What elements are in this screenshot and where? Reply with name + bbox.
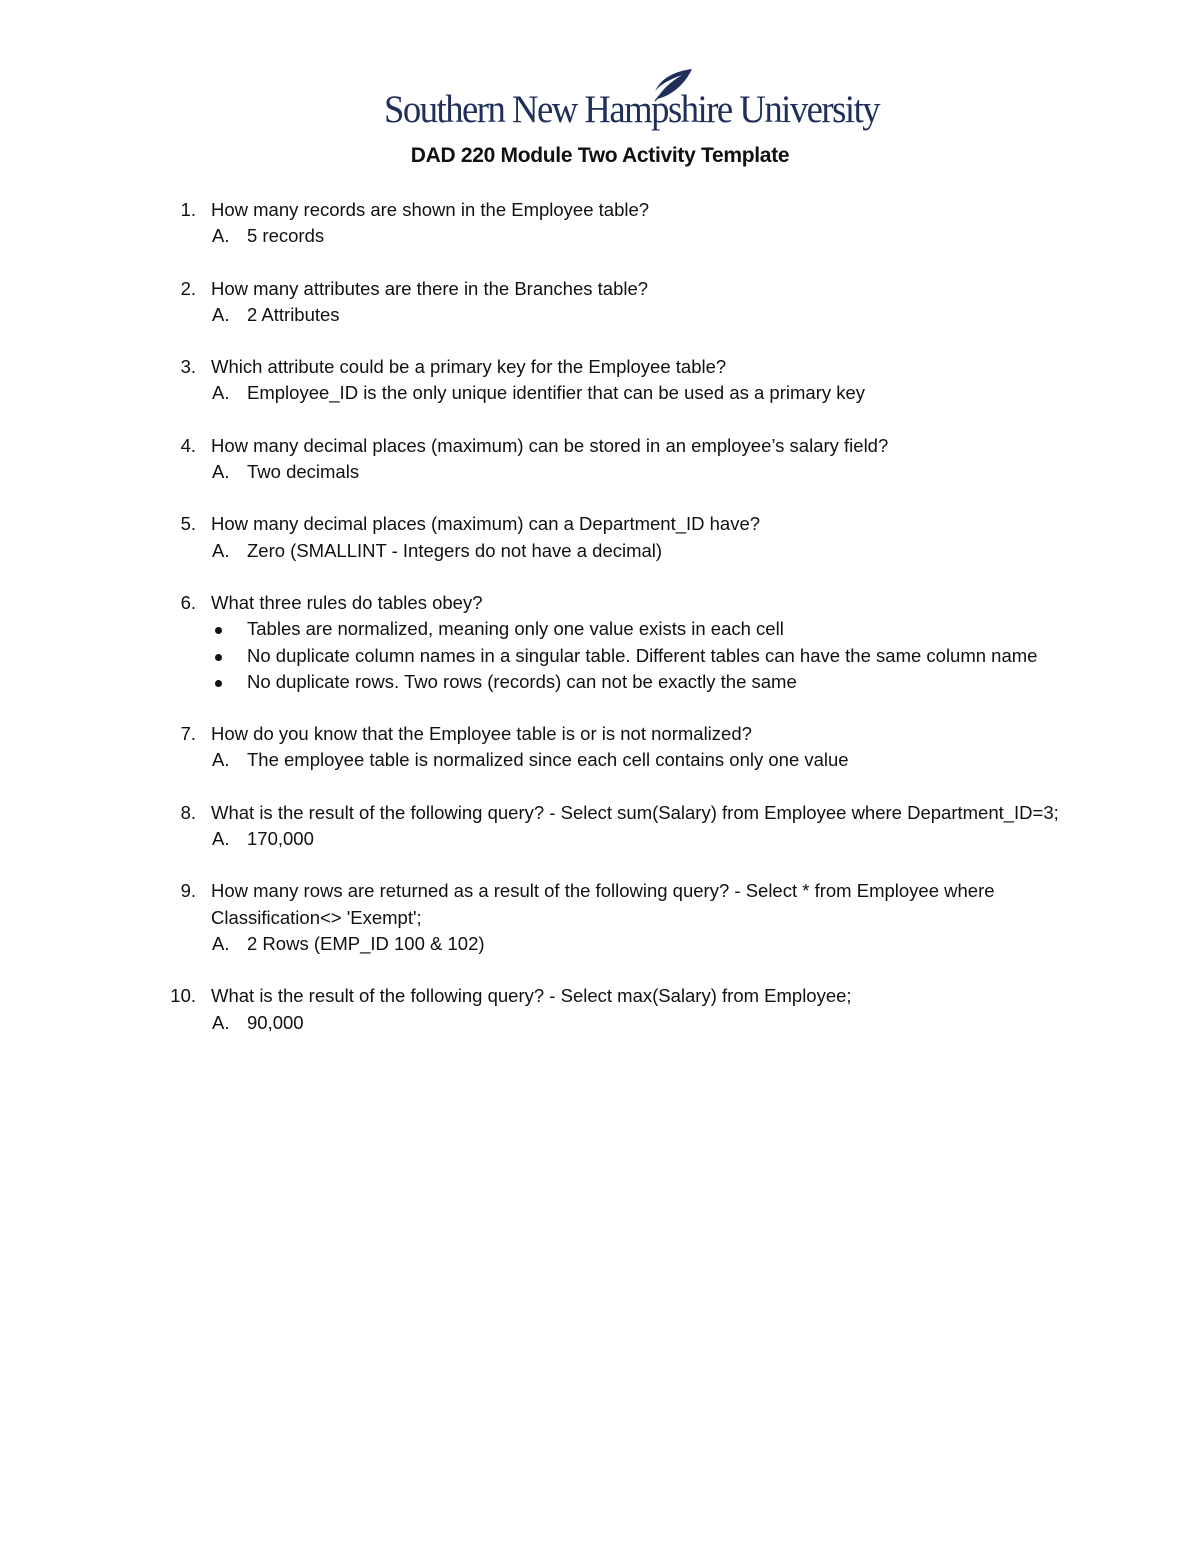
answer-text: 2 Rows (EMP_ID 100 & 102)	[247, 932, 485, 954]
question-number: 10.	[170, 985, 196, 1007]
answer-item	[212, 538, 1067, 564]
answer-marker: A.	[212, 303, 230, 325]
question-text: How many rows are returned as a result of the following query? - Select * from Employee where Classification<> 'Exempt';	[211, 880, 995, 928]
answer-item	[247, 616, 1067, 642]
question-number: 4.	[180, 434, 196, 456]
question-text: How many decimal places (maximum) can a Department_ID have?	[211, 513, 761, 535]
answer-marker: A.	[212, 382, 230, 404]
bullet-icon	[215, 627, 222, 634]
answer-text: 2 Attributes	[247, 303, 340, 325]
question-list	[0, 197, 1200, 1062]
question-item	[0, 433, 1200, 486]
answer-marker: A.	[212, 1011, 230, 1033]
bullet-icon	[215, 680, 222, 687]
answer-text: Employee_ID is the only unique identifier that can be used as a primary key	[247, 382, 866, 404]
question-item	[0, 354, 1200, 407]
answer-item	[212, 1010, 1067, 1036]
answer-list	[0, 302, 1200, 328]
answer-text: Two decimals	[247, 461, 360, 483]
answer-text: 5 records	[247, 225, 325, 247]
question-item	[0, 878, 1200, 957]
question-item	[0, 197, 1200, 250]
answer-item	[247, 643, 1067, 669]
answer-item	[212, 380, 1067, 406]
answer-text: No duplicate rows. Two rows (records) can not be exactly the same	[247, 670, 797, 692]
answer-list	[0, 747, 1200, 773]
question-text: What is the result of the following query? - Select sum(Salary) from Employee where Department_ID=3;	[211, 801, 1059, 823]
question-text: How many decimal places (maximum) can be stored in an employee’s salary field?	[211, 434, 889, 456]
answer-marker: A.	[212, 932, 230, 954]
question-item	[0, 511, 1200, 564]
answer-marker: A.	[212, 828, 230, 850]
answer-text: The employee table is normalized since each cell contains only one value	[247, 749, 849, 771]
question-item	[0, 983, 1200, 1036]
answer-item	[212, 931, 1067, 957]
answer-list	[0, 459, 1200, 485]
answer-item	[212, 302, 1067, 328]
answer-list	[0, 380, 1200, 406]
answer-list	[0, 826, 1200, 852]
question-number: 8.	[180, 801, 196, 823]
question-text: How do you know that the Employee table is or is not normalized?	[211, 723, 752, 745]
question-item	[0, 800, 1200, 853]
question-text: How many attributes are there in the Branches table?	[211, 277, 649, 299]
answer-item	[212, 826, 1067, 852]
answer-text: 170,000	[247, 828, 314, 850]
answer-list	[0, 931, 1200, 957]
answer-text: Zero (SMALLINT - Integers do not have a decimal)	[247, 539, 663, 561]
answer-item	[247, 669, 1067, 695]
document-title: DAD 220 Module Two Activity Template	[410, 144, 790, 167]
answer-marker: A.	[212, 461, 230, 483]
answer-list	[0, 1010, 1200, 1036]
question-item	[0, 590, 1200, 695]
question-item	[0, 276, 1200, 329]
answer-item	[212, 459, 1067, 485]
question-number: 7.	[180, 723, 196, 745]
answer-list	[0, 616, 1200, 695]
answer-marker: A.	[212, 539, 230, 561]
answer-text: 90,000	[247, 1011, 304, 1033]
question-number: 3.	[180, 356, 196, 378]
question-number: 1.	[180, 199, 196, 220]
question-text: What three rules do tables obey?	[211, 591, 483, 613]
answer-text: Tables are normalized, meaning only one value exists in each cell	[247, 618, 784, 640]
question-number: 6.	[180, 591, 196, 613]
question-number: 2.	[180, 277, 196, 299]
answer-item	[212, 223, 1067, 249]
question-text: What is the result of the following query? - Select max(Salary) from Employee;	[211, 985, 852, 1007]
university-logo	[384, 68, 880, 140]
answer-marker: A.	[212, 225, 230, 247]
answer-text: No duplicate column names in a singular table. Different tables can have the same column name	[247, 644, 1038, 666]
question-number: 5.	[180, 513, 196, 535]
question-item	[0, 721, 1200, 774]
university-name: Southern New Hampshire University	[384, 88, 880, 131]
question-text: Which attribute could be a primary key for the Employee table?	[211, 356, 727, 378]
question-text: How many records are shown in the Employee table?	[211, 199, 650, 220]
answer-marker: A.	[212, 749, 230, 771]
answer-list	[0, 223, 1200, 249]
question-number: 9.	[180, 880, 196, 902]
answer-item	[212, 747, 1067, 773]
answer-list	[0, 538, 1200, 564]
bullet-icon	[215, 654, 222, 661]
